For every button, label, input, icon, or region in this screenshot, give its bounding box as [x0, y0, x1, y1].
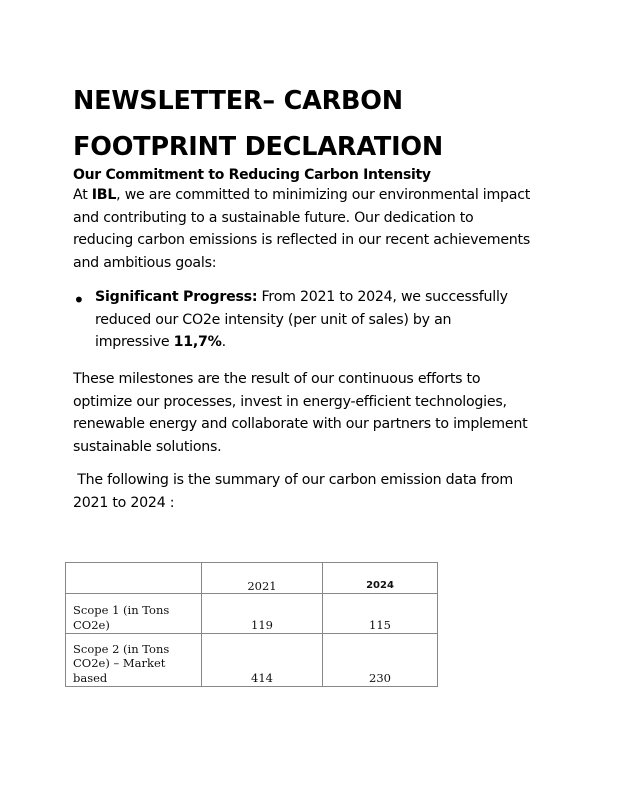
emissions-table	[65, 562, 438, 687]
bullet-line-1: From 2021 to 2024, we successfully	[257, 289, 508, 305]
summary-line-1: The following is the summary of our carbon emission data from	[73, 472, 513, 488]
milestones-line-1: These milestones are the result of our continuous efforts to	[73, 371, 481, 387]
intro-line-3: reducing carbon emissions is reflected in our recent achievements	[73, 232, 530, 248]
bullet-label: Significant Progress:	[95, 289, 258, 305]
scope1-2024-value: 115	[323, 594, 438, 634]
table-row-label	[66, 634, 202, 687]
milestones-paragraph	[73, 368, 573, 458]
table-header-row	[66, 563, 438, 594]
scope2-label-line-1: Scope 2 (in Tons	[73, 641, 170, 656]
section-heading: Our Commitment to Reducing Carbon Intensity	[73, 167, 431, 183]
scope2-2021-value: 414	[202, 634, 323, 687]
bullet-line-2: reduced our CO2e intensity (per unit of sales) by an	[95, 311, 452, 328]
table-header-empty	[66, 563, 202, 594]
scope1-label-line-2: CO2e)	[73, 617, 110, 632]
table-row	[66, 634, 438, 687]
page-title	[73, 78, 593, 170]
bullet-marker: •	[73, 288, 85, 312]
scope2-label-line-3: based	[73, 670, 108, 685]
summary-paragraph	[73, 469, 573, 514]
company-name: IBL	[91, 187, 117, 203]
scope1-label-line-1: Scope 1 (in Tons	[73, 603, 170, 617]
title-line-2: FOOTPRINT DECLARATION	[73, 132, 443, 162]
table-row	[66, 594, 438, 634]
scope1-2021-value: 119	[202, 594, 323, 634]
reduction-figure: 11,7%	[173, 334, 222, 350]
scope2-label-line-2: CO2e) – Market	[73, 656, 166, 670]
intro-line-1: , we are committed to minimizing our environmental impact	[116, 187, 531, 203]
summary-line-2: 2021 to 2024 :	[73, 494, 175, 511]
intro-line-2: and contributing to a sustainable future. Our dedication to	[73, 209, 474, 226]
scope2-2024-value: 230	[323, 634, 438, 687]
table-header-2021: 2021	[202, 563, 323, 594]
intro-lead: At	[73, 187, 92, 203]
milestones-line-2: optimize our processes, invest in energy-efficient technologies,	[73, 393, 507, 410]
milestones-line-4: sustainable solutions.	[73, 438, 222, 455]
table-header-2024: 2024	[323, 563, 438, 594]
milestones-line-3: renewable energy and collaborate with our partners to implement	[73, 416, 528, 432]
intro-line-4: and ambitious goals:	[73, 254, 217, 271]
table-row-label	[66, 594, 202, 634]
bullet-line-3-end: .	[221, 334, 226, 350]
title-line-1: NEWSLETTER– CARBON	[73, 86, 403, 116]
intro-paragraph	[73, 184, 573, 274]
bullet-line-3: impressive	[95, 334, 174, 350]
bullet-text	[95, 286, 565, 354]
